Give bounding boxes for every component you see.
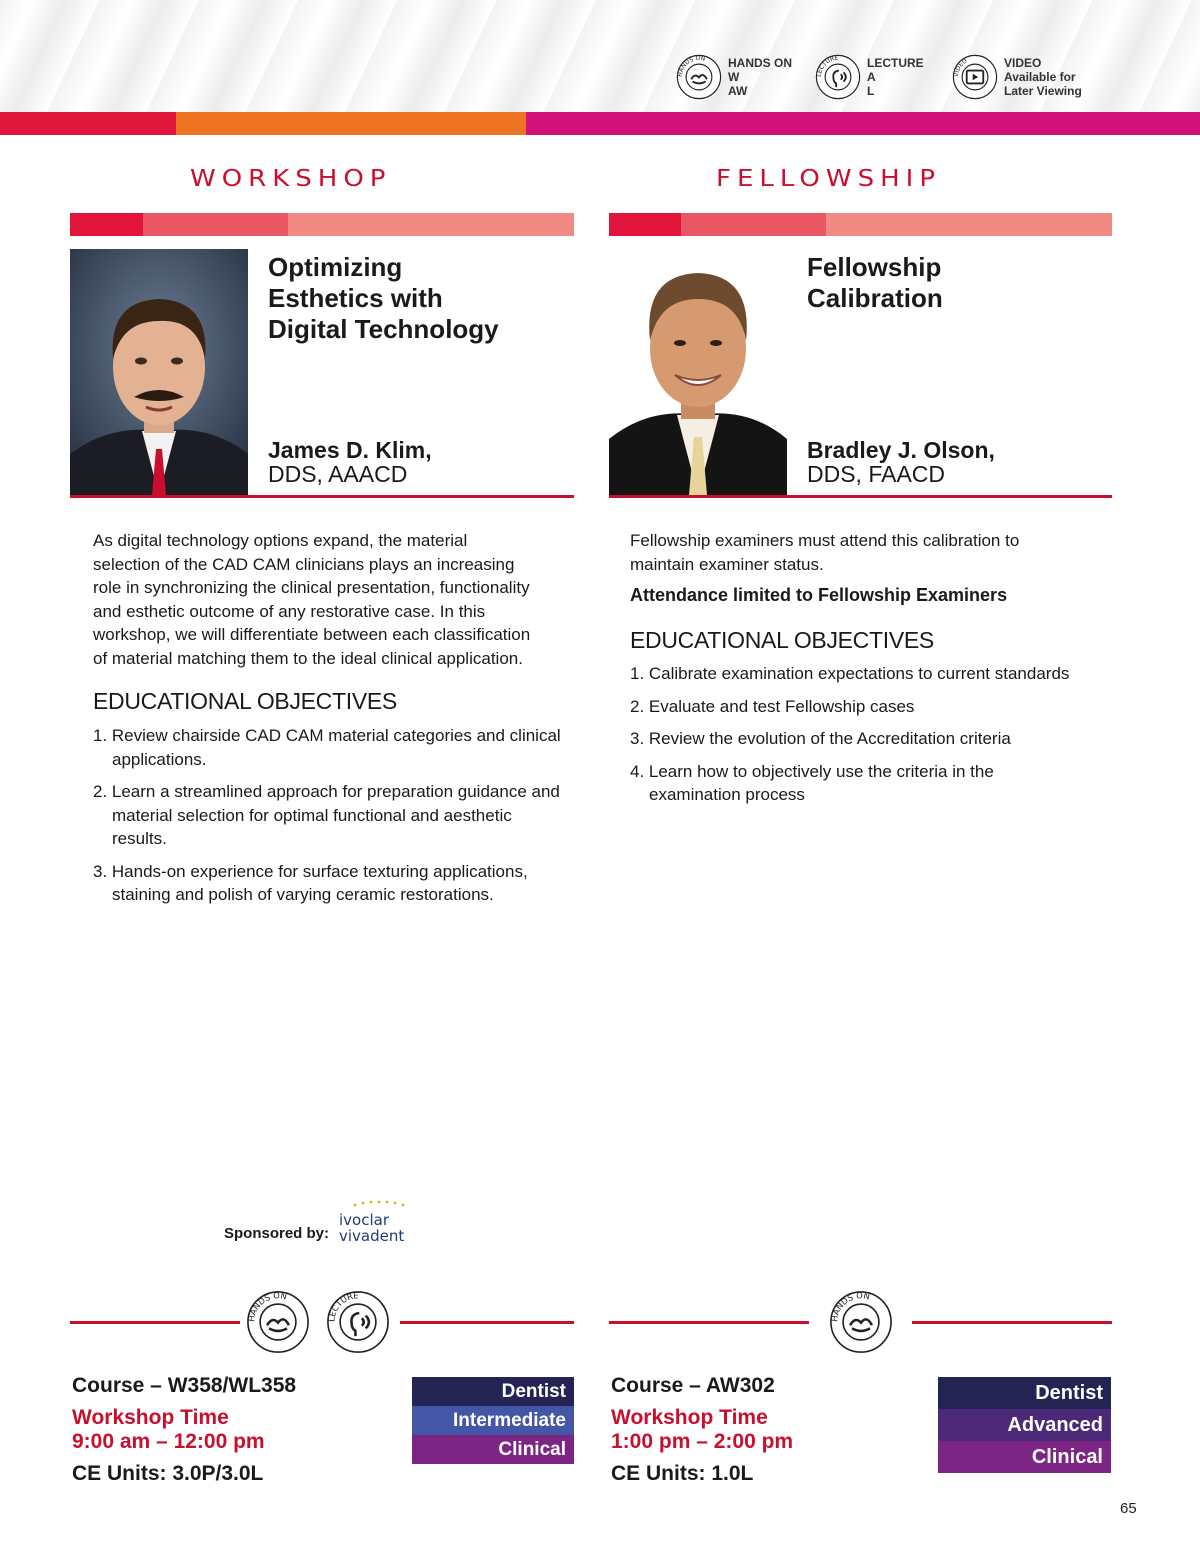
description-left (93, 529, 563, 670)
header-bar-red (0, 112, 176, 135)
right-stripe-2 (681, 213, 826, 236)
objectives-heading-right: EDUCATIONAL OBJECTIVES (630, 627, 934, 653)
legend-lecture-title: LECTURE (867, 56, 924, 70)
objective-item: 1. Review chairside CAD CAM material categories and clinical applications. (93, 726, 561, 769)
attendance-note: Attendance limited to Fellowship Examiners (630, 585, 1008, 605)
legend-video-title: VIDEO (1004, 56, 1042, 70)
hands-on-icon (676, 54, 722, 100)
course-title-left (268, 252, 499, 345)
header-bar-magenta (526, 112, 1200, 135)
description-left-line: and esthetic outcome of any restorative case. In this (93, 601, 486, 621)
right-stripe-3 (826, 213, 1112, 236)
video-play-icon (952, 54, 998, 100)
legend-hands-on (676, 52, 792, 102)
speaker-photo-klim (70, 249, 248, 495)
sponsor-label: Sponsored by: (224, 1225, 330, 1242)
objective-item: 2. Evaluate and test Fellowship cases (630, 696, 915, 716)
course-title-left-line-3: Digital Technology (268, 314, 499, 344)
svg-text:HANDS ON: HANDS ON (246, 1290, 288, 1323)
workshop-time-label-left: Workshop Time (72, 1406, 229, 1429)
svg-text:VIDEO: VIDEO (952, 57, 969, 78)
level-badges-right (938, 1377, 1111, 1473)
hands-on-icon (246, 1290, 310, 1354)
description-right-line: Fellowship examiners must attend this calibration to (630, 531, 1020, 550)
objective-item: 3. Hands-on experience for surface texturing applications, staining and polish of varying ceramic restorations. (93, 861, 528, 904)
objectives-heading-left: EDUCATIONAL OBJECTIVES (93, 688, 397, 714)
description-right-line: maintain examiner status. (630, 554, 824, 574)
legend-lecture (815, 52, 924, 102)
svg-text:HANDS ON: HANDS ON (829, 1290, 871, 1323)
legend-lecture-code-2: L (867, 84, 875, 98)
level-difficulty: Intermediate (412, 1406, 574, 1435)
right-stripe-1 (609, 213, 681, 236)
course-title-right-line-2: Calibration (807, 283, 943, 313)
description-left-line: selection of the CAD CAM clinicians plays an increasing (93, 554, 515, 574)
sponsor-block (224, 1200, 421, 1248)
objectives-list-right (630, 662, 1100, 816)
svg-text:LECTURE: LECTURE (326, 1290, 359, 1323)
course-title-right (807, 252, 943, 314)
description-right (630, 529, 1100, 576)
level-type: Clinical (938, 1441, 1111, 1473)
legend-video-line-1: Available for (1004, 70, 1076, 84)
speaker-credentials-right: DDS, FAACD (807, 461, 946, 487)
workshop-time-left: 9:00 am – 12:00 pm (72, 1430, 265, 1453)
svg-text:vivadent: vivadent (339, 1227, 405, 1245)
legend-video (952, 52, 1082, 102)
section-title-fellowship: FELLOWSHIP (716, 165, 942, 193)
speaker-name-right: Bradley J. Olson, (807, 437, 995, 463)
ce-units-left: CE Units: 3.0P/3.0L (72, 1462, 264, 1485)
ivoclar-vivadent-logo (337, 1200, 421, 1248)
left-stripe-3 (288, 213, 574, 236)
course-code-left: Course – W358/WL358 (72, 1374, 297, 1397)
svg-text:ivoclar: ivoclar (339, 1211, 390, 1229)
header-bar-orange (176, 112, 526, 135)
section-title-workshop: WORKSHOP (190, 165, 392, 193)
right-divider-1 (609, 1321, 809, 1324)
legend-video-line-2: Later Viewing (1004, 84, 1082, 98)
left-divider-1 (70, 1321, 240, 1324)
page-number: 65 (1120, 1500, 1137, 1517)
objective-item: 4. Learn how to objectively use the criteria in the examination process (630, 761, 994, 804)
lecture-icon (326, 1290, 390, 1354)
course-title-right-line-1: Fellowship (807, 252, 942, 282)
objectives-list-left (93, 724, 561, 916)
legend-hands-on-code-1: W (728, 70, 740, 84)
course-title-left-line-2: Esthetics with (268, 283, 443, 313)
svg-text:HANDS ON: HANDS ON (676, 54, 706, 78)
legend-lecture-code-1: A (867, 70, 876, 84)
lecture-icon (815, 54, 861, 100)
speaker-credentials-left: DDS, AAACD (268, 461, 408, 487)
level-badges-left (412, 1377, 574, 1464)
description-left-line: workshop, we will differentiate between each classification (93, 625, 531, 644)
left-divider-2 (400, 1321, 574, 1324)
level-audience: Dentist (938, 1377, 1111, 1409)
speaker-photo-olson (609, 249, 787, 495)
course-code-right: Course – AW302 (611, 1374, 775, 1397)
workshop-time-label-right: Workshop Time (611, 1406, 768, 1429)
speaker-name-left: James D. Klim, (268, 437, 432, 463)
level-difficulty: Advanced (938, 1409, 1111, 1441)
description-left-line: of material matching them to the ideal clinical application. (93, 648, 523, 668)
workshop-time-right: 1:00 pm – 2:00 pm (611, 1430, 794, 1453)
description-left-line: role in synchronizing the clinical presentation, functionality (93, 578, 530, 597)
right-header-underline (609, 495, 1112, 498)
svg-text:LECTURE: LECTURE (815, 54, 839, 78)
hands-on-icon (829, 1290, 893, 1354)
objective-item: 1. Calibrate examination expectations to current standards (630, 664, 1070, 683)
left-stripe-2 (143, 213, 288, 236)
objective-item: 3. Review the evolution of the Accreditation criteria (630, 729, 1011, 748)
left-header-underline (70, 495, 574, 498)
ce-units-right: CE Units: 1.0L (611, 1462, 754, 1485)
right-divider-2 (912, 1321, 1112, 1324)
level-audience: Dentist (412, 1377, 574, 1406)
left-stripe-1 (70, 213, 143, 236)
course-title-left-line-1: Optimizing (268, 252, 403, 282)
legend-hands-on-code-2: AW (728, 84, 748, 98)
objective-item: 2. Learn a streamlined approach for preparation guidance and material selection for optimal functional and aesthetic results. (93, 782, 560, 848)
legend-hands-on-title: HANDS ON (728, 56, 793, 70)
level-type: Clinical (412, 1435, 574, 1464)
description-left-line: As digital technology options expand, the material (93, 531, 468, 550)
